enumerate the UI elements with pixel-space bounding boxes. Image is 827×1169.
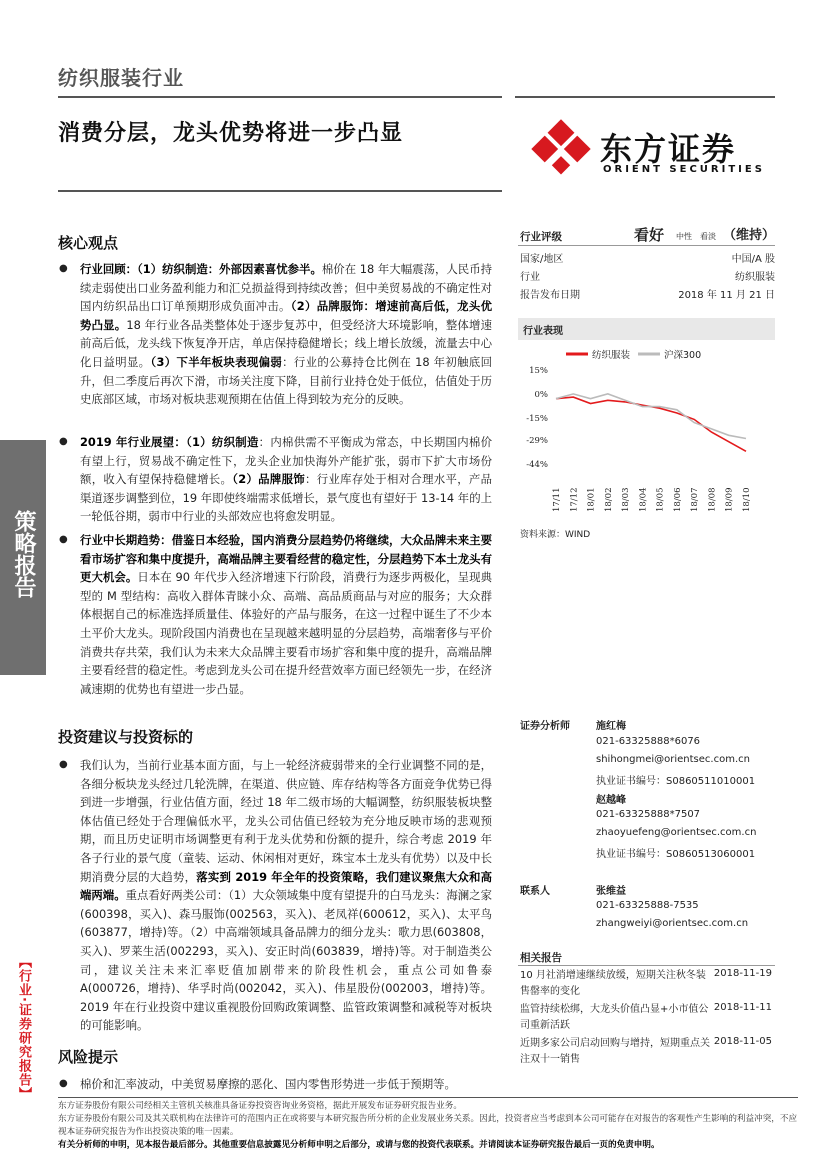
invest-bold-1: 落实到 2019 年全年的投资策略，我们建议聚焦大众和高端两端。	[80, 869, 492, 903]
x-tick-label: 18/02	[603, 487, 614, 512]
industry-value: 纺织服装	[735, 272, 775, 283]
invest-heading: 投资建议与投资标的	[58, 728, 194, 746]
para1-text-1: 棉价在 18 年大幅震荡，人民币持续走弱使出口业务盈利能力和汇兑损益得到持续改善；但中美贸易战的不确定性对国内纺织品出口订单预期形成负面冲击。	[80, 262, 492, 314]
footer	[58, 1100, 798, 1152]
para1-text-2: 18 年行业各品类整体处于逐步复苏中，但受经济大环境影响，整体增速前高后低，龙头线下恢复净开店，单店保持稳健增长；线上增长放缓，流量去中心化日益明显。	[80, 317, 492, 369]
bullet-icon: ●	[59, 263, 68, 274]
category-label: 【行业·证券研究报告】	[16, 955, 31, 1101]
report-type-label: 策略报告	[11, 510, 36, 598]
contact-label: 联系人	[520, 886, 550, 897]
para2-bold-1: 2019 年行业展望：（1）纺织制造	[80, 435, 259, 449]
analyst-1-email[interactable]: shihongmei@orientsec.com.cn	[596, 754, 750, 765]
invest-text-2: 重点看好两类公司：（1）大众领域集中度有望提升的白马龙头：海澜之家(600398，买入)、森马服饰(002563，买入)、老凤祥(600612，买入)、太平鸟(603877，增持)等。（2）中高端领域具备品牌力的细分龙头：歌力思(603808，买入)、罗莱生活(002293，买入)、安正时尚(603839，增持)等。对于制造类公司，建议关注未来汇率贬值加剧带来的阶段性机会，重点公司如鲁泰 A(000726，增持)、华孚时尚(002042，买入)、伟星股份(002003，增持)等。2019 年在行业投资中建议重视股份回购政策调整、监管政策调整和减税等对板块的可能影响。	[80, 888, 492, 1033]
x-tick-label: 18/01	[586, 487, 597, 512]
x-tick-label: 18/08	[707, 487, 718, 512]
core-heading: 核心观点	[58, 234, 119, 252]
x-tick-label: 18/06	[672, 487, 683, 512]
rating-label: 行业评级	[520, 231, 562, 243]
rating-value: 看好	[634, 226, 665, 244]
risk-para	[59, 1075, 492, 1094]
side-tab-category	[0, 955, 46, 1105]
contact-name: 张维益	[596, 886, 626, 897]
date-label: 报告发布日期	[520, 290, 580, 301]
header-divider-right	[515, 96, 775, 98]
logo-en: ORIENT SECURITIES	[603, 164, 765, 175]
chart-title: 行业表现	[523, 326, 563, 337]
chart-title-bar	[518, 318, 775, 340]
para3-bold-1: 行业中长期趋势：借鉴日本经验，国内消费分层趋势仍将继续，大众品牌未来主要看市场扩容和集中度提升，高端品牌主要看经营的稳定性，分层趋势下本土龙头有更大机会。	[80, 533, 492, 585]
logo-mark-icon	[530, 118, 592, 180]
x-tick-label: 17/12	[569, 487, 580, 512]
x-tick-label: 18/05	[655, 487, 666, 512]
analyst-2-phone: 021-63325888*7507	[596, 809, 701, 820]
related-item-1[interactable]: 10 月社消增速继续放缓，短期关注秋冬装售罄率的变化	[520, 970, 706, 997]
country-label: 国家/地区	[520, 254, 564, 265]
analyst-2-cert: 执业证书编号：S0860513060001	[596, 849, 756, 860]
header-divider	[58, 96, 502, 98]
invest-para	[59, 756, 492, 1035]
core-para-3	[59, 531, 492, 698]
para2-text-2: ：行业库存处于相对合理水平，产品渠道逐步调整到位，19 年即使终端需求低增长，景气度也有望好于 13-14 年的上一轮低谷期，弱市中行业的头部效应也将愈发明显。	[80, 472, 492, 524]
legend-label-1: 沪深300	[664, 350, 702, 361]
footer-divider	[58, 1097, 798, 1098]
related-date-1: 2018-11-19	[713, 968, 772, 979]
x-tick-label: 18/03	[621, 487, 632, 512]
related-date-3: 2018-11-05	[713, 1036, 772, 1047]
y-tick-label: 15%	[529, 366, 548, 376]
industry-label: 纺织服装行业	[58, 66, 184, 90]
contact-phone: 021-63325888-7535	[596, 900, 699, 911]
para1-text-3: ：行业的公募持仓比例在 18 年初触底回升，但二季度后再次下滑，市场关注度下降，目前行业持仓处于低位，估值处于历史底部区域，市场对板块悲观预期在估值上得到较为充分的反映。	[80, 354, 492, 407]
x-tick-label: 17/11	[552, 487, 562, 512]
performance-chart	[518, 342, 775, 514]
country-value: 中国/A 股	[731, 254, 775, 265]
footer-line-2: 东方证券股份有限公司及其关联机构在法律许可的范围内正在或将要与本研究报告所分析的企业发展业务关系。因此，投资者应当考虑到本公司可能存在对报告的客观性产生影响的利益冲突，不应视本证券研究报告为作出投资决策的唯一因素。	[58, 1114, 798, 1137]
title-divider	[58, 190, 502, 192]
chart-source: 资料来源：WIND	[520, 530, 591, 540]
bullet-icon: ●	[59, 1078, 68, 1089]
x-tick-label: 18/07	[690, 487, 701, 512]
para1-bold-2: （2）品牌服饰：增速前高后低，龙头优势凸显。	[80, 299, 492, 332]
y-tick-label: 0%	[534, 389, 548, 400]
bullet-icon: ●	[59, 759, 68, 770]
related-item-2[interactable]: 监管持续松绑，大龙头价值凸显+小市值公司重新活跃	[520, 1004, 709, 1031]
core-para-2	[59, 433, 492, 526]
analyst-2-email[interactable]: zhaoyuefeng@orientsec.com.cn	[596, 827, 757, 838]
y-tick-label: -44%	[526, 460, 548, 470]
para1-bold-3: （3）下半年板块表现偏弱	[150, 354, 283, 369]
analyst-1-name: 施红梅	[596, 721, 626, 732]
para1-bold-1: 行业回顾：（1）纺织制造：外部因素喜忧参半。	[80, 262, 322, 276]
related-date-2: 2018-11-11	[713, 1002, 772, 1013]
para3-text-1: 日本在 90 年代步入经济增速下行阶段，消费行为逐步两极化，呈现典型的 M 型结构：高收入群体青睐小众、高端、高品质商品与对应的服务；大众群体根据自己的标准选择质量佳、体验好的产品与服务，在这一过程中诞生了不少本土平价大龙头。现阶段国内消费也在呈现越来越明显的分层趋势，高端奢侈与平价消费共存共荣，我们认为未来大众品牌主要看市场扩容和集中度的提升，高端品牌主要看经营的稳定性。考虑到龙头公司在提升经营效率方面已经领先一步，在经济减速期的优势也有望进一步凸显。	[80, 570, 492, 696]
side-tab-report-type	[0, 440, 46, 675]
contact-email[interactable]: zhangweiyi@orientsec.com.cn	[596, 918, 749, 929]
invest-text-1: 我们认为，当前行业基本面方面，与上一轮经济疲弱带来的全行业调整不同的是，各细分板块龙头经过几轮洗牌，在渠道、供应链、库存结构等各方面竞争优势已得到进一步增强，行业估值方面，经过 18 年二级市场的大幅调整，纺织服装板块整体估值已经处于合理偏低水平，龙头公司估值已经较为充分地反映市场的悲观预期，而且历史证明市场调整更有利于龙头优势和份额的提升，综合考虑 2019 年各子行业的景气度（童装、运动、休闲相对更好，珠宝本土龙头有优势）以及中长期消费分层的大趋势，	[80, 758, 492, 884]
footer-line-1: 东方证券股份有限公司经相关主管机关核准具备证券投资咨询业务资格，据此开展发布证券研究报告业务。	[58, 1101, 462, 1111]
risk-text: 棉价和汇率波动，中美贸易摩擦的恶化、国内零售形势进一步低于预期等。	[80, 1077, 456, 1091]
x-tick-label: 18/04	[638, 487, 649, 512]
bullet-icon: ●	[59, 534, 68, 545]
legend-label-0: 纺织服装	[592, 350, 631, 361]
para2-bold-2: （2）品牌服饰	[232, 472, 305, 487]
series-line-0	[556, 397, 746, 451]
y-tick-label: -15%	[526, 413, 548, 424]
logo-cn: 东方证券	[600, 130, 737, 168]
page-title: 消费分层，龙头优势将进一步凸显	[58, 121, 404, 146]
para2-text-1: ：内棉供需不平衡成为常态，中长期国内棉价有望上行，贸易战不确定性下，龙头企业加快海外产能扩张，弱市下扩大市场份额，收入有望保持稳健增长。	[80, 435, 492, 487]
rating-opt2: 看淡	[700, 232, 716, 241]
rating-divider	[518, 245, 775, 246]
risk-heading: 风险提示	[58, 1048, 119, 1066]
related-item-3[interactable]: 近期多家公司启动回购与增持，短期重点关注双十一销售	[520, 1038, 710, 1065]
x-tick-label: 18/09	[724, 487, 735, 512]
date-value: 2018 年 11 月 21 日	[678, 290, 775, 301]
industry-field-label: 行业	[520, 272, 540, 283]
analyst-1-phone: 021-63325888*6076	[596, 736, 701, 747]
related-divider	[518, 965, 775, 966]
analyst-1-cert: 执业证书编号：S0860511010001	[596, 776, 756, 787]
rating-status: （维持）	[722, 228, 775, 243]
analyst-label: 证券分析师	[520, 721, 570, 732]
rating-opt1: 中性	[676, 232, 692, 241]
related-heading: 相关报告	[520, 952, 562, 964]
footer-line-3: 有关分析师的申明，见本报告最后部分。其他重要信息披露见分析师申明之后部分，或请与您的投资代表联系。并请阅读本证券研究报告最后一页的免责申明。	[58, 1140, 660, 1150]
core-para-1	[59, 260, 492, 409]
x-tick-label: 18/10	[742, 487, 752, 512]
y-tick-label: -29%	[526, 436, 548, 447]
analyst-2-name: 赵越峰	[596, 795, 626, 806]
bullet-icon: ●	[59, 436, 68, 447]
